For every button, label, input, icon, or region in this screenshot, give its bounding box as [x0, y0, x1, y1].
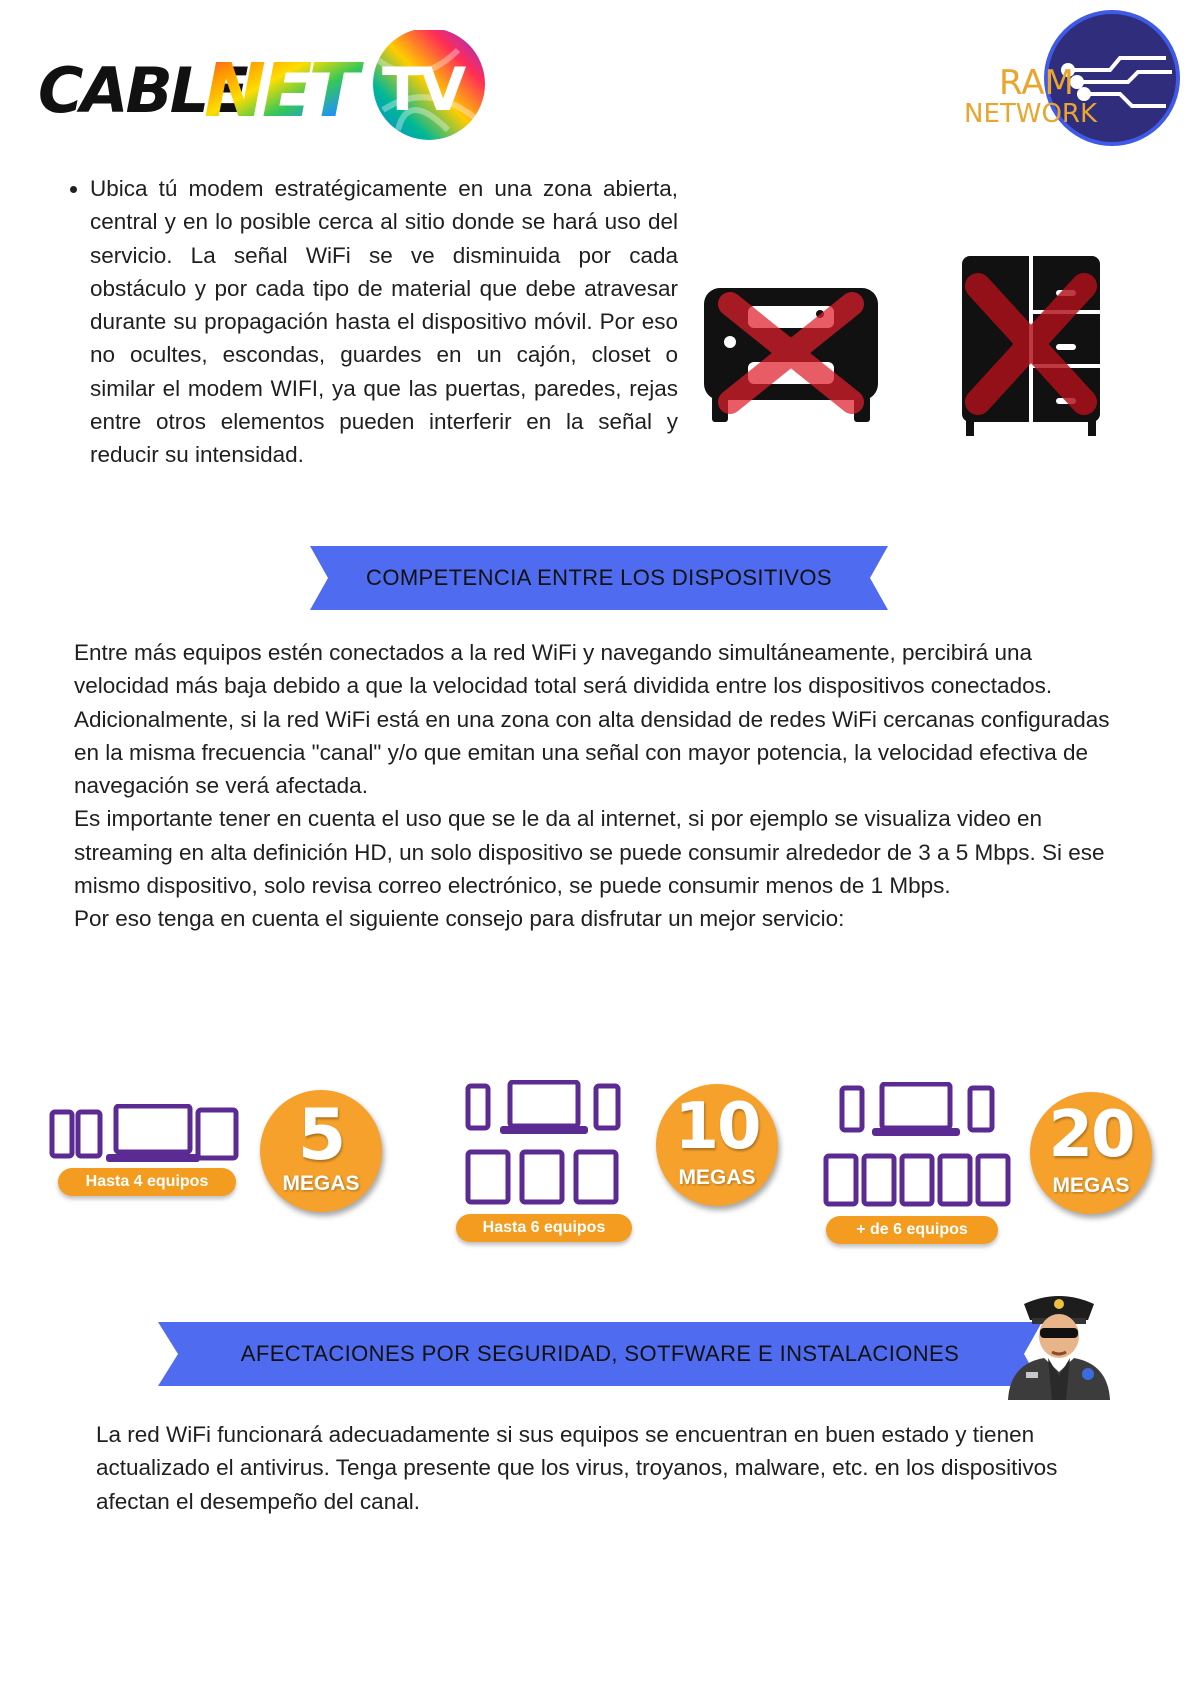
paragraph: Es importante tener en cuenta el uso que se le da al internet, si por ejemplo se visualiza video en streaming en alta definición HD, un solo dispositivo se puede consumir alrededor de 3 a 5 Mbps. Si ese mismo dispositivo, solo revisa correo electrónico, se puede consumir menos de 1 Mbps. [74, 806, 1105, 899]
section1-body [74, 636, 1114, 936]
devices-many-icon [822, 1082, 1012, 1212]
intro-bullet-item: • Ubica tú modem estratégicamente en una zona abierta, central y en lo posible cerca al sitio donde se hará uso del servicio. La señal WiFi se ve disminuida por cada obstáculo y por cada tipo de material que debe atravesar durante su propagación hasta el dispositivo móvil. Por eso no ocultes, escondas, guardes en un cajón, closet o similar el modem WIFI, ya que las puertas, paredes, rejas entre otros elementos pueden interferir en la señal y reducir su intensidad. [90, 172, 678, 472]
speed-unit: MEGAS [1052, 1174, 1130, 1197]
speed-badge [260, 1090, 382, 1212]
logo-word-tv: TV [382, 55, 464, 125]
speed-number: 10 [674, 1090, 760, 1164]
plan-20-megas [822, 1080, 1162, 1270]
plan-5-megas [48, 1090, 388, 1280]
plan-10-megas [464, 1080, 794, 1270]
devices-label-pill: Hasta 4 equipos [58, 1168, 236, 1196]
ram-network-logo [960, 10, 1185, 148]
intro-bullet-list [62, 172, 678, 472]
banner-competencia [310, 546, 888, 610]
network-text: NETWORK [964, 99, 1098, 129]
speed-badge [1030, 1092, 1152, 1214]
speed-unit: MEGAS [282, 1172, 360, 1195]
speed-number: 20 [1048, 1098, 1134, 1172]
crossed-cabinet-icon [700, 284, 882, 424]
banner-afectaciones [158, 1322, 1042, 1386]
devices-label-pill: + de 6 equipos [826, 1216, 998, 1244]
paragraph: Adicionalmente, si la red WiFi está en una zona con alta densidad de redes WiFi cercanas configuradas en la misma frecuencia "canal" y/o que emitan una señal con mayor potencia, la velocidad efectiva de navegación se verá afectada. [74, 706, 1110, 799]
section-title: COMPETENCIA ENTRE LOS DISPOSITIVOS [366, 565, 832, 590]
crossed-closet-icon [956, 252, 1106, 440]
devices-4-icon [48, 1104, 248, 1174]
cablenet-tv-logo [38, 30, 488, 145]
speed-unit: MEGAS [678, 1166, 756, 1189]
devices-label-pill: Hasta 6 equipos [456, 1214, 632, 1242]
paragraph: La red WiFi funcionará adecuadamente si sus equipos se encuentran en buen estado y tienen actualizado el antivirus. Tenga presente que los virus, troyanos, malware, etc. en los dispositivos afectan el desempeño del canal. [96, 1422, 1058, 1514]
speed-number: 5 [297, 1094, 345, 1176]
paragraph: Por eso tenga en cuenta el siguiente consejo para disfrutar un mejor servicio: [74, 906, 845, 932]
logo-word-net: NET [204, 48, 355, 134]
devices-6-icon [464, 1080, 624, 1210]
security-guard-icon [1004, 1292, 1114, 1400]
section-title: AFECTACIONES POR SEGURIDAD, SOTFWARE E INSTALACIONES [240, 1341, 960, 1366]
paragraph: Entre más equipos estén conectados a la red WiFi y navegando simultáneamente, percibirá una velocidad más baja debido a que la velocidad total será dividida entre los dispositivos conectados. [74, 640, 1053, 699]
speed-badge [656, 1084, 778, 1206]
ram-text: RAM [999, 63, 1074, 103]
section2-body [96, 1418, 1136, 1518]
logo-word-cable: CABLE [38, 54, 246, 127]
